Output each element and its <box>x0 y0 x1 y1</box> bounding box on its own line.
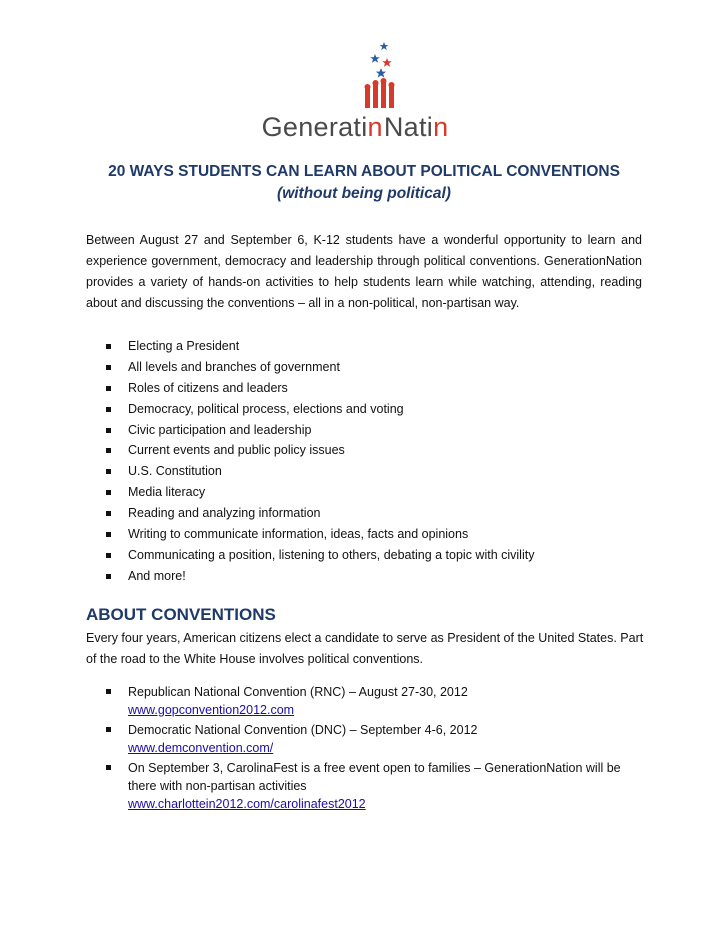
list-item <box>86 759 648 813</box>
page-subtitle: (without being political) <box>277 185 451 202</box>
generationnation-logo <box>240 40 470 150</box>
bullet-square-icon <box>106 448 111 453</box>
event-link-carolinafest[interactable]: www.charlottein2012.com/carolinafest2012 <box>128 797 366 811</box>
bullet-square-icon <box>106 407 111 412</box>
section-heading-about: ABOUT CONVENTIONS <box>86 605 276 624</box>
bullet-square-icon <box>106 344 111 349</box>
event-link-rnc[interactable]: www.gopconvention2012.com <box>128 703 295 717</box>
bullet-square-icon <box>106 553 111 558</box>
bullet-square-icon <box>106 428 111 433</box>
list-item: Current events and public policy issues <box>86 440 534 461</box>
intro-paragraph: Between August 27 and September 6, K-12 students have a wonderful opportunity to learn and experience government, democracy and leadership through political conventions. GenerationNation provides a variety of hands-on activities to help students learn while watching, attending, reading about and discussing the conventions – all in a non-political, non-partisan way. <box>86 233 642 310</box>
bullet-square-icon <box>106 532 111 537</box>
list-item <box>86 683 648 719</box>
list-item: Media literacy <box>86 482 534 503</box>
bullet-square-icon <box>106 511 111 516</box>
event-link-dnc[interactable]: www.demconvention.com/ <box>128 741 274 755</box>
list-item: Writing to communicate information, ideas, facts and opinions <box>86 524 534 545</box>
about-paragraph: Every four years, American citizens elect a candidate to serve as President of the United States. Part of the road to the White House involves political conventions. <box>86 631 644 666</box>
stars-and-hands-icon <box>362 40 402 110</box>
bullet-square-icon <box>106 765 111 770</box>
bullet-square-icon <box>106 469 111 474</box>
list-item: And more! <box>86 566 534 587</box>
list-item: Communicating a position, listening to others, debating a topic with civility <box>86 545 534 566</box>
event-text: Democratic National Convention (DNC) – September 4-6, 2012 <box>128 723 478 737</box>
logo-wordmark: GeneratinNatin <box>261 112 449 142</box>
bullet-square-icon <box>106 574 111 579</box>
list-item <box>86 721 648 757</box>
topics-list <box>86 336 534 587</box>
page-title: 20 WAYS STUDENTS CAN LEARN ABOUT POLITICAL CONVENTIONS <box>108 163 620 180</box>
list-item: U.S. Constitution <box>86 461 534 482</box>
list-item: Democracy, political process, elections and voting <box>86 399 534 420</box>
event-text: On September 3, CarolinaFest is a free event open to families – GenerationNation will be there with non-partisan activities <box>128 761 621 793</box>
list-item: Electing a President <box>86 336 534 357</box>
bullet-square-icon <box>106 490 111 495</box>
bullet-square-icon <box>106 386 111 391</box>
conventions-list <box>86 683 648 815</box>
list-item: Roles of citizens and leaders <box>86 378 534 399</box>
bullet-square-icon <box>106 727 111 732</box>
list-item: Civic participation and leadership <box>86 420 534 441</box>
bullet-square-icon <box>106 365 111 370</box>
bullet-square-icon <box>106 689 111 694</box>
list-item: All levels and branches of government <box>86 357 534 378</box>
event-text: Republican National Convention (RNC) – August 27-30, 2012 <box>128 685 468 699</box>
list-item: Reading and analyzing information <box>86 503 534 524</box>
